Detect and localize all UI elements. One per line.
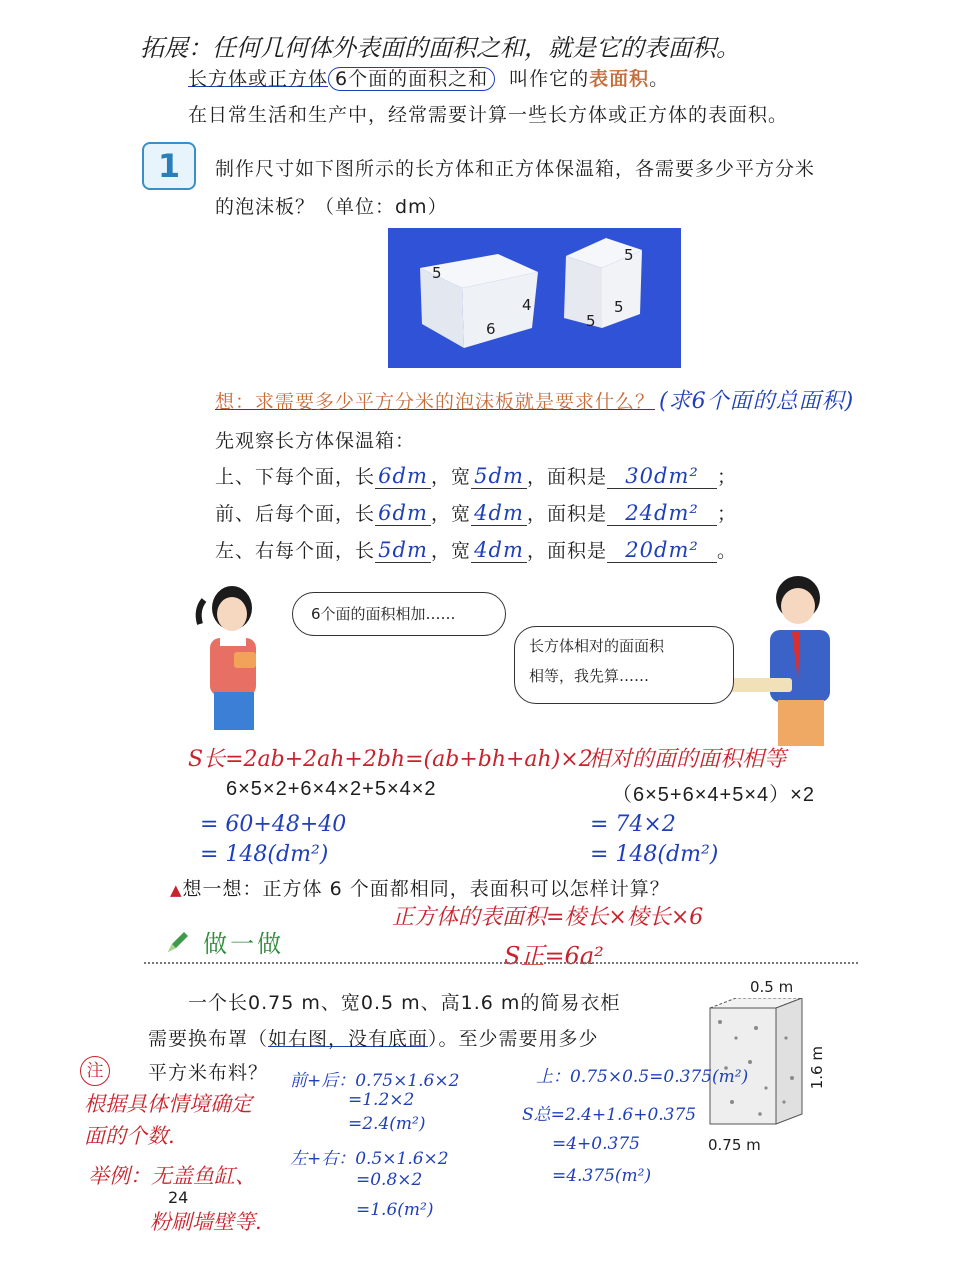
exercise-line-2: [148, 1024, 599, 1051]
foam-boxes-illustration: [388, 228, 681, 368]
girl-illustration: [190, 582, 280, 742]
left-step-2: = 148(dm²): [200, 842, 329, 867]
row-width: 4dm: [471, 538, 527, 563]
red-note-line-2: 面的个数.: [84, 1124, 175, 1148]
do-it-title: 做一做: [203, 930, 285, 958]
definition: [188, 64, 669, 91]
right-expression: （6×5+6×4+5×4）×2: [612, 784, 815, 806]
calc-left-right-3: =1.6(m²): [356, 1200, 434, 1220]
foam-boxes-photo: [388, 228, 681, 368]
exercise-line-1: 一个长0.75 m、宽0.5 m、高1.6 m的简易衣柜: [188, 992, 621, 1014]
row-width-label: ，宽: [431, 503, 472, 525]
think-question: [215, 384, 854, 415]
calc-left-right-1: 左+右：0.5×1.6×2: [290, 1149, 449, 1169]
left-expression: 6×5×2+6×4×2+5×4×2: [226, 778, 437, 800]
boy-figure: [728, 572, 848, 750]
definition-keyword: 表面积: [589, 68, 650, 90]
face-row-front-back: [215, 499, 737, 526]
opposite-faces-note: 相对的面的面积相等: [588, 747, 787, 772]
calc-front-back-3: =2.4(m²): [348, 1114, 426, 1134]
page-number: 24: [168, 1188, 189, 1207]
calc-front-back-1: 前+后：0.75×1.6×2: [290, 1071, 460, 1091]
do-it-header: [164, 924, 284, 959]
section-divider: [144, 962, 858, 964]
definition-end: 。: [649, 68, 670, 90]
row-width: 5dm: [471, 464, 527, 489]
row-area-label: ，面积是: [527, 540, 608, 562]
right-step-1: = 74×2: [590, 812, 676, 837]
definition-circled: 6个面的面积之和: [328, 67, 495, 91]
girl-figure: [190, 582, 280, 742]
exercise-line-2b: 如右图，没有底面: [268, 1028, 429, 1050]
row-end: ；: [717, 466, 738, 488]
wardrobe-height-label: 1.6 m: [808, 1046, 826, 1090]
note-circle-mark: 注: [80, 1056, 110, 1086]
cuboid-height-label: 5: [432, 264, 442, 282]
think-answer: (求6个面的总面积): [659, 389, 855, 414]
row-end: 。: [717, 540, 738, 562]
cube-formula-words: 正方体的表面积=棱长×棱长×6: [392, 905, 704, 930]
left-step-1: = 60+48+40: [200, 812, 347, 837]
row-end: ；: [717, 503, 738, 525]
example-line-2: 的泡沫板？（单位：dm）: [215, 196, 448, 218]
cuboid-length-label: 6: [486, 320, 496, 338]
think-cube-text: 想一想：正方体 6 个面都相同，表面积可以怎样计算？: [182, 878, 670, 900]
boy-speech-bubble: [514, 626, 734, 704]
boy-illustration: [728, 572, 848, 750]
definition-part2: 叫作它的: [509, 68, 590, 90]
row-width: 4dm: [471, 501, 527, 526]
row-width-label: ，宽: [431, 466, 472, 488]
row-length: 6dm: [375, 464, 431, 489]
cube-formula-symbol: S正=6a²: [504, 942, 604, 970]
exercise-line-2c: ）。至少需要用多少: [428, 1028, 599, 1050]
cube-left-label: 5: [586, 312, 596, 330]
calc-total-2: =4+0.375: [552, 1134, 640, 1154]
definition-part1: 长方体或正方体: [188, 68, 329, 90]
red-note-line-4: 粉刷墙壁等.: [150, 1210, 262, 1234]
think-cube-question: [170, 874, 670, 901]
row-area-label: ，面积是: [527, 503, 608, 525]
row-label: 前、后每个面，长: [215, 503, 376, 525]
row-area: 30dm²: [607, 464, 717, 489]
row-label: 上、下每个面，长: [215, 466, 376, 488]
calc-left-right-2: =0.8×2: [356, 1170, 423, 1190]
cuboid-width-label: 4: [522, 296, 532, 314]
wardrobe-width-label: 0.5 m: [750, 978, 794, 996]
row-area-label: ，面积是: [527, 466, 608, 488]
row-length: 5dm: [375, 538, 431, 563]
cube-top-label: 5: [624, 246, 634, 264]
calc-top: 上：0.75×0.5=0.375(m²): [536, 1067, 749, 1087]
row-label: 左、右每个面，长: [215, 540, 376, 562]
think-question-text: 想：求需要多少平方分米的泡沫板就是要求什么？: [215, 391, 656, 413]
observe-label: 先观察长方体保温箱：: [215, 430, 416, 452]
face-row-left-right: [215, 536, 737, 563]
row-width-label: ，宽: [431, 540, 472, 562]
calc-total-3: =4.375(m²): [552, 1166, 652, 1186]
girl-speech-bubble: 6个面的面积相加……: [292, 592, 506, 636]
red-note-line-1: 根据具体情境确定: [84, 1092, 252, 1116]
exercise-line-3: 平方米布料？: [148, 1062, 269, 1084]
example-number-badge: 1: [142, 142, 196, 190]
exercise-line-2a: 需要换布罩（: [148, 1028, 269, 1050]
example-line-1: 制作尺寸如下图所示的长方体和正方体保温箱，各需要多少平方分米: [215, 158, 816, 180]
cube-right-label: 5: [614, 298, 624, 316]
red-note-line-3: 举例：无盖鱼缸、: [88, 1164, 256, 1188]
intro-text: 在日常生活和生产中，经常需要计算一些长方体或正方体的表面积。: [188, 104, 789, 126]
extension-note: 拓展：任何几何体外表面的面积之和，就是它的表面积。: [140, 34, 740, 62]
row-area: 24dm²: [607, 501, 717, 526]
row-length: 6dm: [375, 501, 431, 526]
cuboid-formula: S长=2ab+2ah+2bh=(ab+bh+ah)×2: [188, 747, 593, 772]
triangle-marker: ▲: [170, 881, 183, 899]
face-row-top-bottom: [215, 462, 737, 489]
wardrobe-length-label: 0.75 m: [708, 1136, 761, 1154]
calc-front-back-2: =1.2×2: [348, 1090, 415, 1110]
pencil-icon: [164, 928, 192, 956]
calc-total-1: S总=2.4+1.6+0.375: [522, 1105, 697, 1125]
right-step-2: = 148(dm²): [590, 842, 719, 867]
boy-bubble-line-1: 长方体相对的面面积: [529, 637, 665, 655]
boy-bubble-line-2: 相等，我先算……: [529, 667, 650, 685]
row-area: 20dm²: [607, 538, 717, 563]
